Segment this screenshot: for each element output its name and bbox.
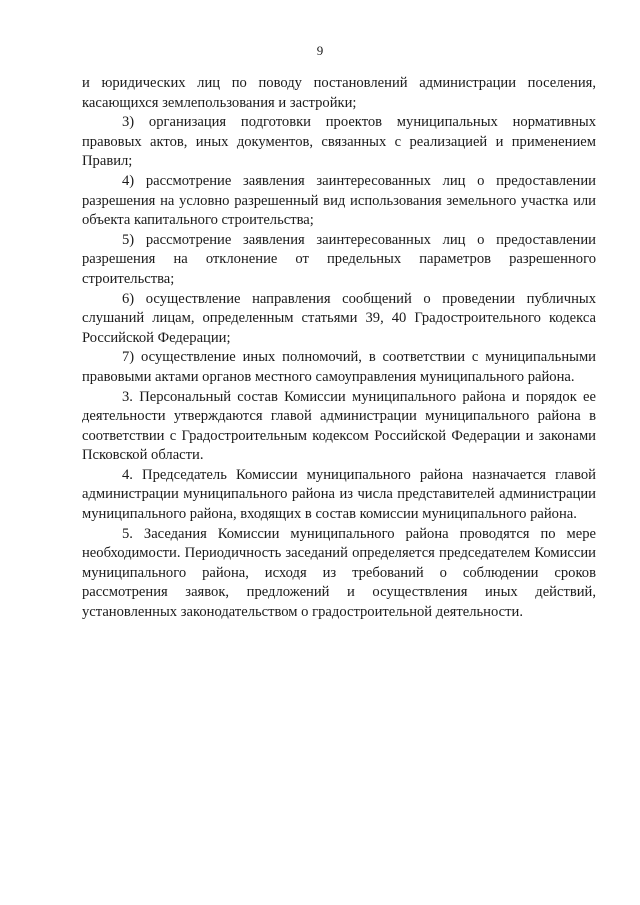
paragraph-item-7: 7) осуществление иных полномочий, в соответствии с муниципальными правовыми актами органов местного самоуправления муниципального района. xyxy=(82,349,596,385)
paragraph-section-4: 4. Председатель Комиссии муниципального района назначается главой администрации муниципального района из числа представителей администрации муниципального района, входящих в состав комиссии муниципального района. xyxy=(82,466,596,523)
paragraph-continuation: и юридических лиц по поводу постановлений администрации поселения, касающихся землепользования и застройки; xyxy=(82,75,596,111)
paragraph-item-5: 5) рассмотрение заявления заинтересованных лиц о предоставлении разрешения на отклонение от предельных параметров разрешенного строительства; xyxy=(82,231,596,287)
document-body xyxy=(82,74,596,623)
paragraph-section-5: 5. Заседания Комиссии муниципального района проводятся по мере необходимости. Периодичность заседаний определяется председателем Комиссии муниципального района, исходя из требований о соблюдении сроков рассмотрения заявок, предложений и осуществления иных действий, установленных законодательством о градостроительной деятельности. xyxy=(82,525,596,621)
paragraph-item-6: 6) осуществление направления сообщений о проведении публичных слушаний лицам, определенным статьями 39, 40 Градостроительного кодекса Российской Федерации; xyxy=(82,290,596,346)
paragraph-section-3: 3. Персональный состав Комиссии муниципального района и порядок ее деятельности утверждаются главой администрации муниципального района в соответствии с Градостроительным кодексом Российской Федерации и законами Псковской области. xyxy=(82,388,596,464)
page-number: 9 xyxy=(316,43,324,58)
paragraph-item-4: 4) рассмотрение заявления заинтересованных лиц о предоставлении разрешения на условно разрешенный вид использования земельного участка или объекта капитального строительства; xyxy=(82,172,596,229)
paragraph-item-3: 3) организация подготовки проектов муниципальных нормативных правовых актов, иных документов, связанных с реализацией и применением Правил; xyxy=(82,114,596,170)
